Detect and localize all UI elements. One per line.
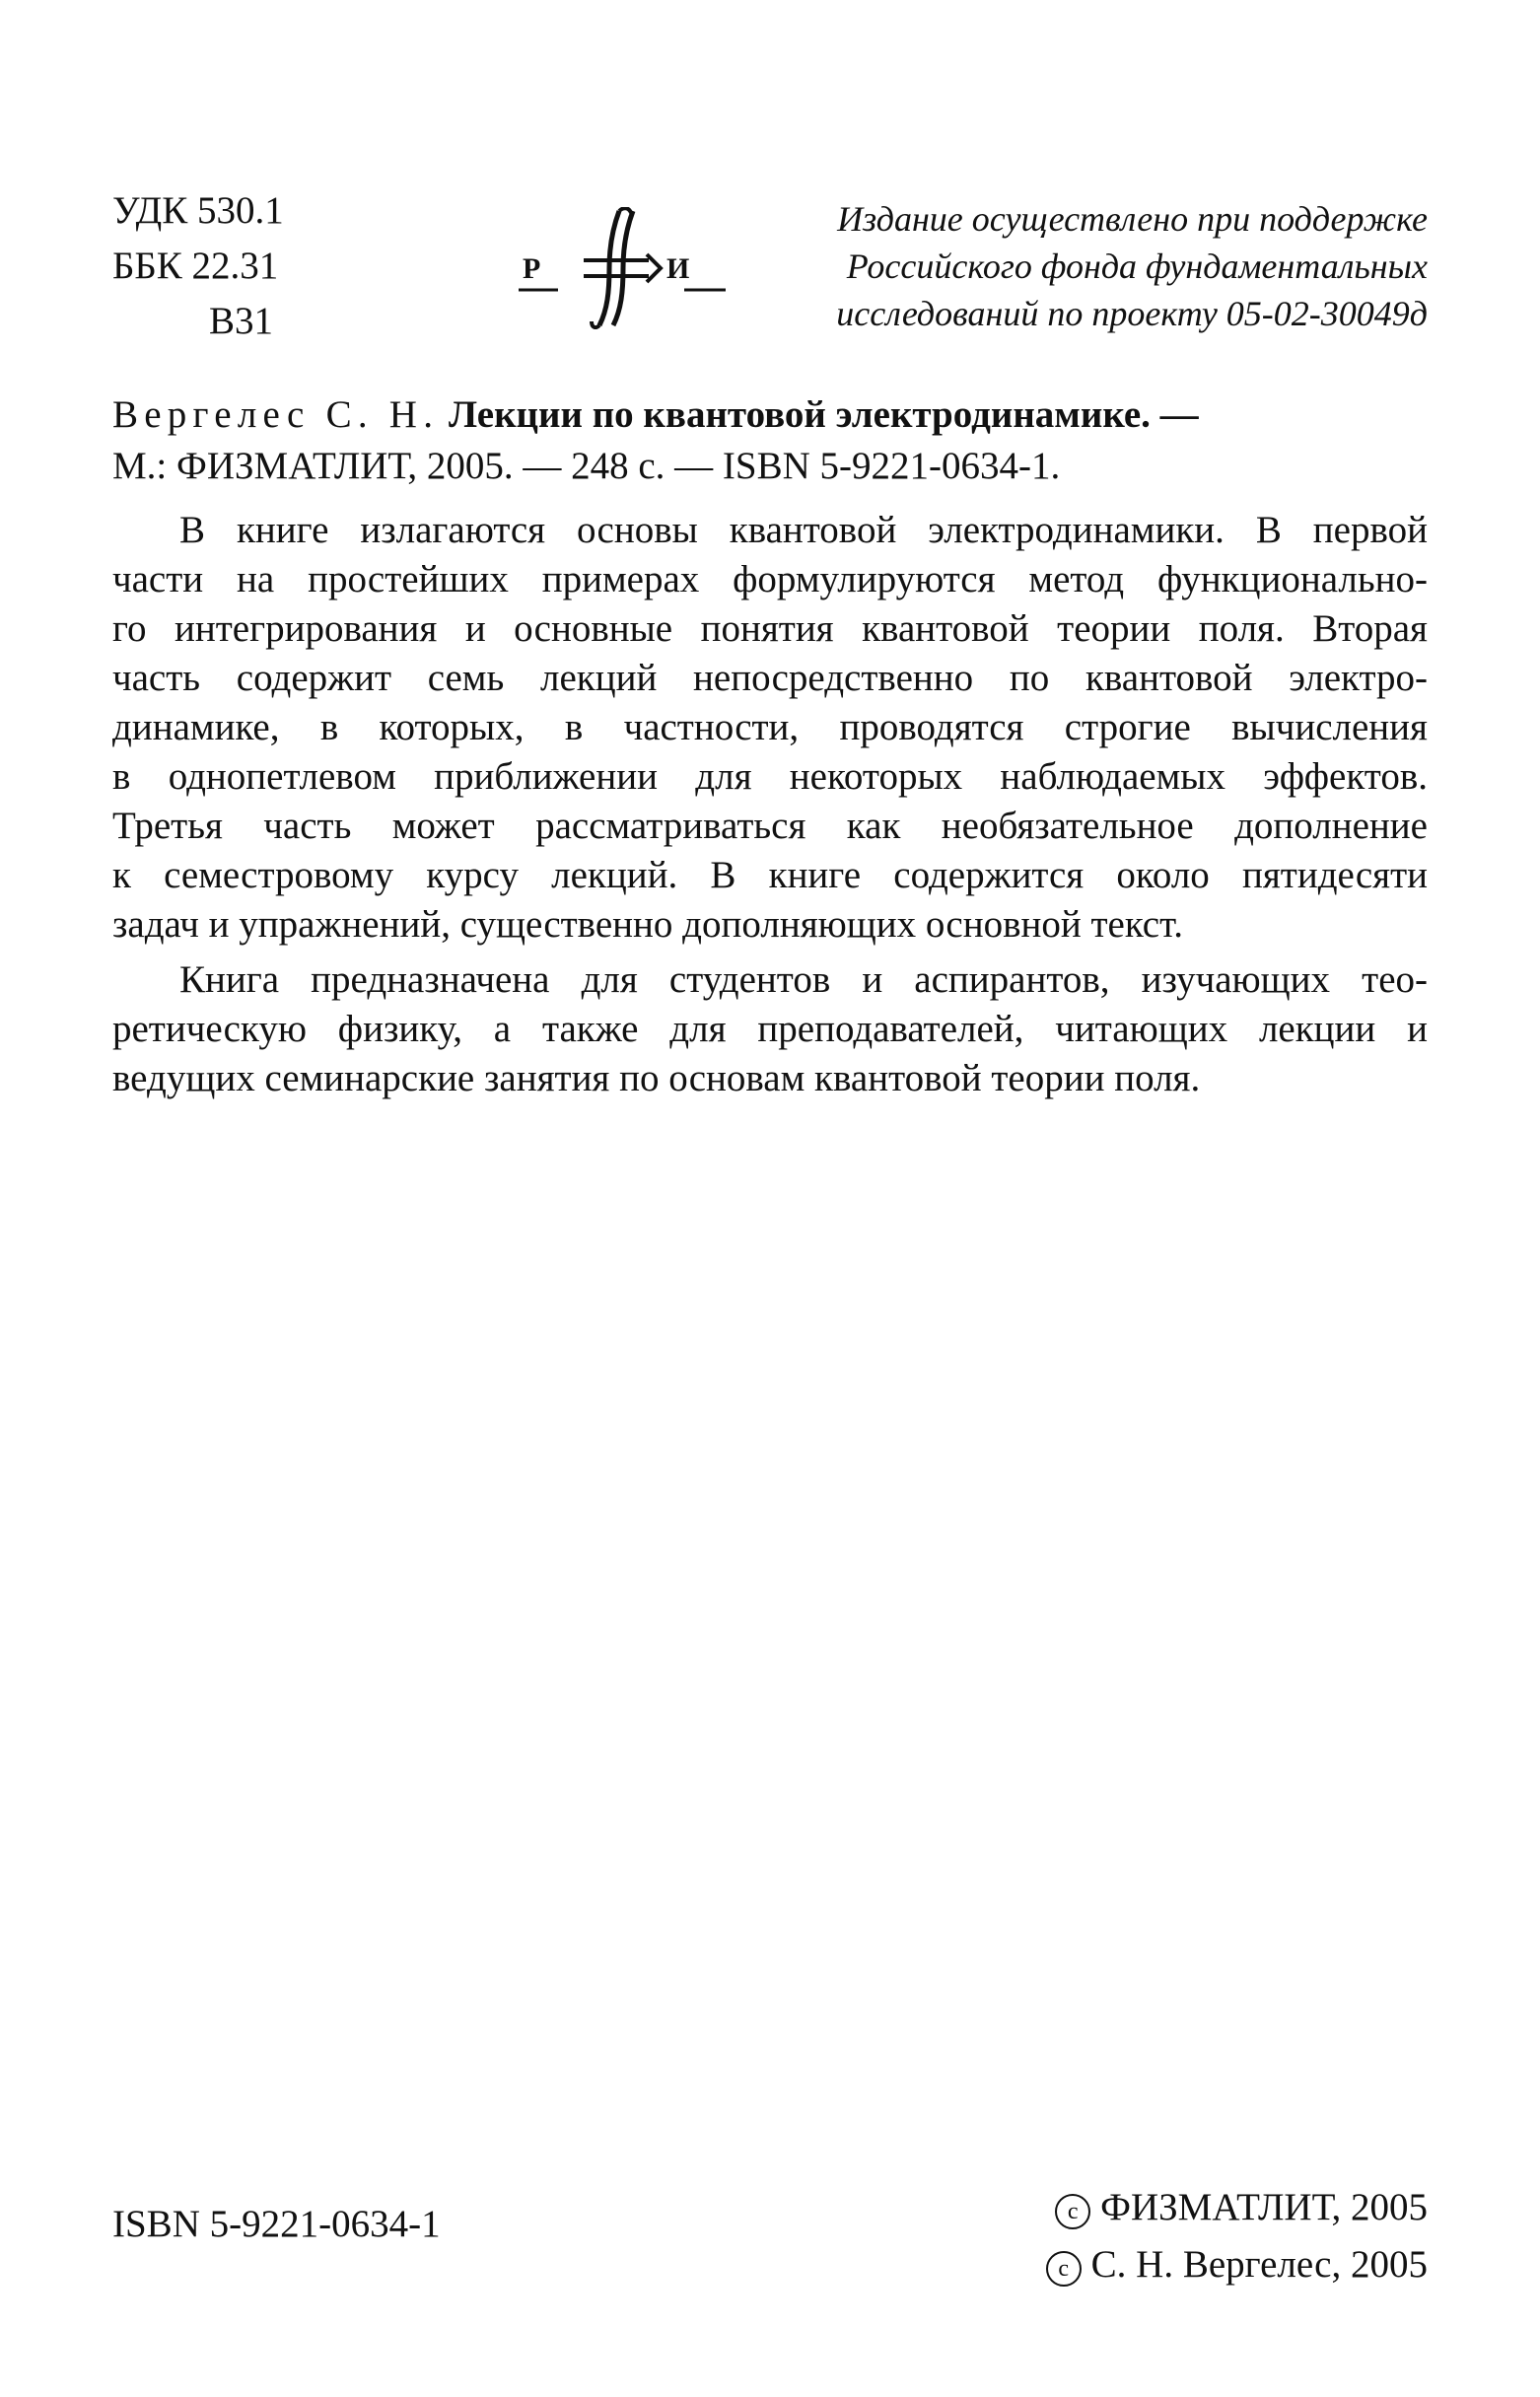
grant-line: Издание осуществлено при поддержке xyxy=(837,199,1428,239)
grant-line: исследований по проекту 05-02-30049д xyxy=(836,294,1428,333)
abstract-paragraph-1 xyxy=(112,506,1428,950)
abstract-line: задач и упражнений, существенно дополняющих основной текст. xyxy=(112,903,1183,946)
rffi-logo xyxy=(519,207,726,329)
abstract-line: динамике, в которых, в частности, проводятся строгие вычисления xyxy=(112,706,1428,748)
abstract-line: части на простейших примерах формулируются метод функционально- xyxy=(112,558,1428,600)
bib-title: Лекции по квантовой электродинамике. — xyxy=(448,393,1199,436)
grant-line: Российского фонда фундаментальных xyxy=(846,247,1428,286)
abstract-paragraph-2 xyxy=(112,955,1428,1103)
abstract-line: ретическую физику, а также для преподавателей, читающих лекции и xyxy=(112,1008,1428,1050)
author-mark: В31 xyxy=(209,300,274,342)
abstract-line: в однопетлевом приближении для некоторых наблюдаемых эффектов. xyxy=(112,755,1428,798)
abstract-line: Книга предназначена для студентов и аспирантов, изучающих тео- xyxy=(179,958,1428,1001)
rffi-logo-graphic xyxy=(519,207,726,329)
udk-code: УДК 530.1 xyxy=(112,189,284,232)
classification-codes xyxy=(112,183,284,349)
logo-left-letter: Р xyxy=(523,252,541,285)
abstract-line: к семестровому курсу лекций. В книге содержится около пятидесяти xyxy=(112,854,1428,896)
abstract-line: ведущих семинарские занятия по основам квантовой теории поля. xyxy=(112,1057,1201,1099)
isbn: ISBN 5-9221-0634-1 xyxy=(112,2203,441,2245)
logo-right-letter: И xyxy=(666,252,690,285)
copyright-icon: c xyxy=(1055,2194,1090,2229)
bbk-code: ББК 22.31 xyxy=(112,245,279,287)
bib-author: Вергелес С. Н. xyxy=(112,393,440,436)
copyright-icon: c xyxy=(1046,2251,1082,2287)
bibliographic-record xyxy=(112,389,1428,492)
abstract xyxy=(112,506,1428,1103)
copyright-publisher: ФИЗМАТЛИТ, 2005 xyxy=(1100,2186,1428,2228)
abstract-line: В книге излагаются основы квантовой электродинамики. В первой xyxy=(179,509,1428,551)
grant-note xyxy=(749,195,1428,337)
copyright-block xyxy=(1025,2179,1428,2293)
copyright-publisher-line xyxy=(1025,2179,1428,2236)
bib-publisher: М.: ФИЗМАТЛИТ, 2005. — 248 с. — ISBN 5-9221-0634-1. xyxy=(112,445,1061,487)
abstract-line: го интегрирования и основные понятия квантовой теории поля. Вторая xyxy=(112,607,1428,650)
copyright-author: С. Н. Вергелес, 2005 xyxy=(1090,2243,1428,2286)
abstract-line: Третья часть может рассматриваться как необязательное дополнение xyxy=(112,805,1428,847)
abstract-line: часть содержит семь лекций непосредственно по квантовой электро- xyxy=(112,657,1428,699)
copyright-author-line xyxy=(1025,2236,1428,2293)
